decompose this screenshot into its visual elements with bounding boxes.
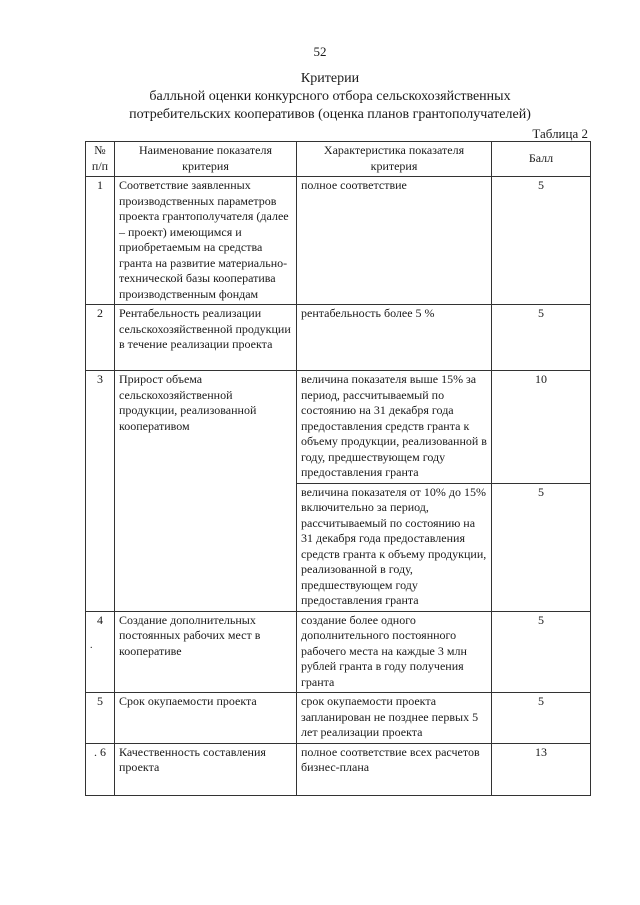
row-num: 3 xyxy=(86,371,115,612)
table-row xyxy=(86,693,591,744)
row-characteristic: срок окупаемости проекта запланирован не позднее первых 5 лет реализации проекта xyxy=(297,693,492,744)
criteria-table xyxy=(85,141,591,796)
row-score: 5 xyxy=(492,483,591,611)
row-score: 5 xyxy=(492,611,591,693)
row-score: 13 xyxy=(492,743,591,795)
table-header-row xyxy=(86,142,591,177)
header-characteristic: Характеристика показателя критерия xyxy=(297,142,492,177)
table-row xyxy=(86,371,591,484)
title-line-3: потребительских кооперативов (оценка планов грантополучателей) xyxy=(129,107,531,122)
title-line-1: Критерии xyxy=(300,71,360,86)
title-line-2: балльной оценки конкурсного отбора сельскохозяйственных xyxy=(149,89,511,104)
row-characteristic: полное соответствие xyxy=(297,177,492,305)
row-score: 5 xyxy=(492,305,591,371)
table-row xyxy=(86,743,591,795)
row-characteristic: создание более одного дополнительного постоянного рабочего места на каждые 3 млн рублей гранта в году получения гранта xyxy=(297,611,492,693)
row-num: 2 xyxy=(86,305,115,371)
document-title xyxy=(60,70,600,124)
table-row xyxy=(86,177,591,305)
stray-mark: . xyxy=(90,640,93,651)
page-number: 52 xyxy=(313,44,327,59)
row-score: 5 xyxy=(492,177,591,305)
row-num: . 6 xyxy=(86,743,115,795)
row-num: 1 xyxy=(86,177,115,305)
row-name: Прирост объема сельскохозяйственной продукции, реализованной кооперативом xyxy=(115,371,297,612)
table-row xyxy=(86,611,591,693)
row-characteristic: величина показателя от 10% до 15% включительно за период, рассчитываемый по состоянию на 31 декабря года предоставления средств гранта к объему продукции, реализованной в году, предшествующем году предоставления гранта xyxy=(297,483,492,611)
row-score: 10 xyxy=(492,371,591,484)
header-num: № п/п xyxy=(86,142,115,177)
row-characteristic: рентабельность более 5 % xyxy=(297,305,492,371)
header-score: Балл xyxy=(492,142,591,177)
row-characteristic: величина показателя выше 15% за период, рассчитываемый по состоянию на 31 декабря года предоставления средств гранта к объему продукции, реализованной в году, предшествующем году предоставления гранта xyxy=(297,371,492,484)
row-num: 4 xyxy=(97,612,103,627)
header-name: Наименование показателя критерия xyxy=(115,142,297,177)
row-characteristic: полное соответствие всех расчетов бизнес-плана xyxy=(297,743,492,795)
row-name: Качественность составления проекта xyxy=(115,743,297,795)
table-row xyxy=(86,305,591,371)
row-name: Срок окупаемости проекта xyxy=(115,693,297,744)
row-name: Соответствие заявленных производственных параметров проекта грантополучателя (далее – проект) имеющимся и приобретаемым на средства гранта на развитие материально-технической базы кооператива производственным фондам xyxy=(115,177,297,305)
row-num-cell xyxy=(86,611,115,693)
row-score: 5 xyxy=(492,693,591,744)
table-label: Таблица 2 xyxy=(532,126,588,141)
row-num: 5 xyxy=(86,693,115,744)
row-name: Создание дополнительных постоянных рабочих мест в кооперативе xyxy=(115,611,297,693)
row-name: Рентабельность реализации сельскохозяйственной продукции в течение реализации проекта xyxy=(115,305,297,371)
